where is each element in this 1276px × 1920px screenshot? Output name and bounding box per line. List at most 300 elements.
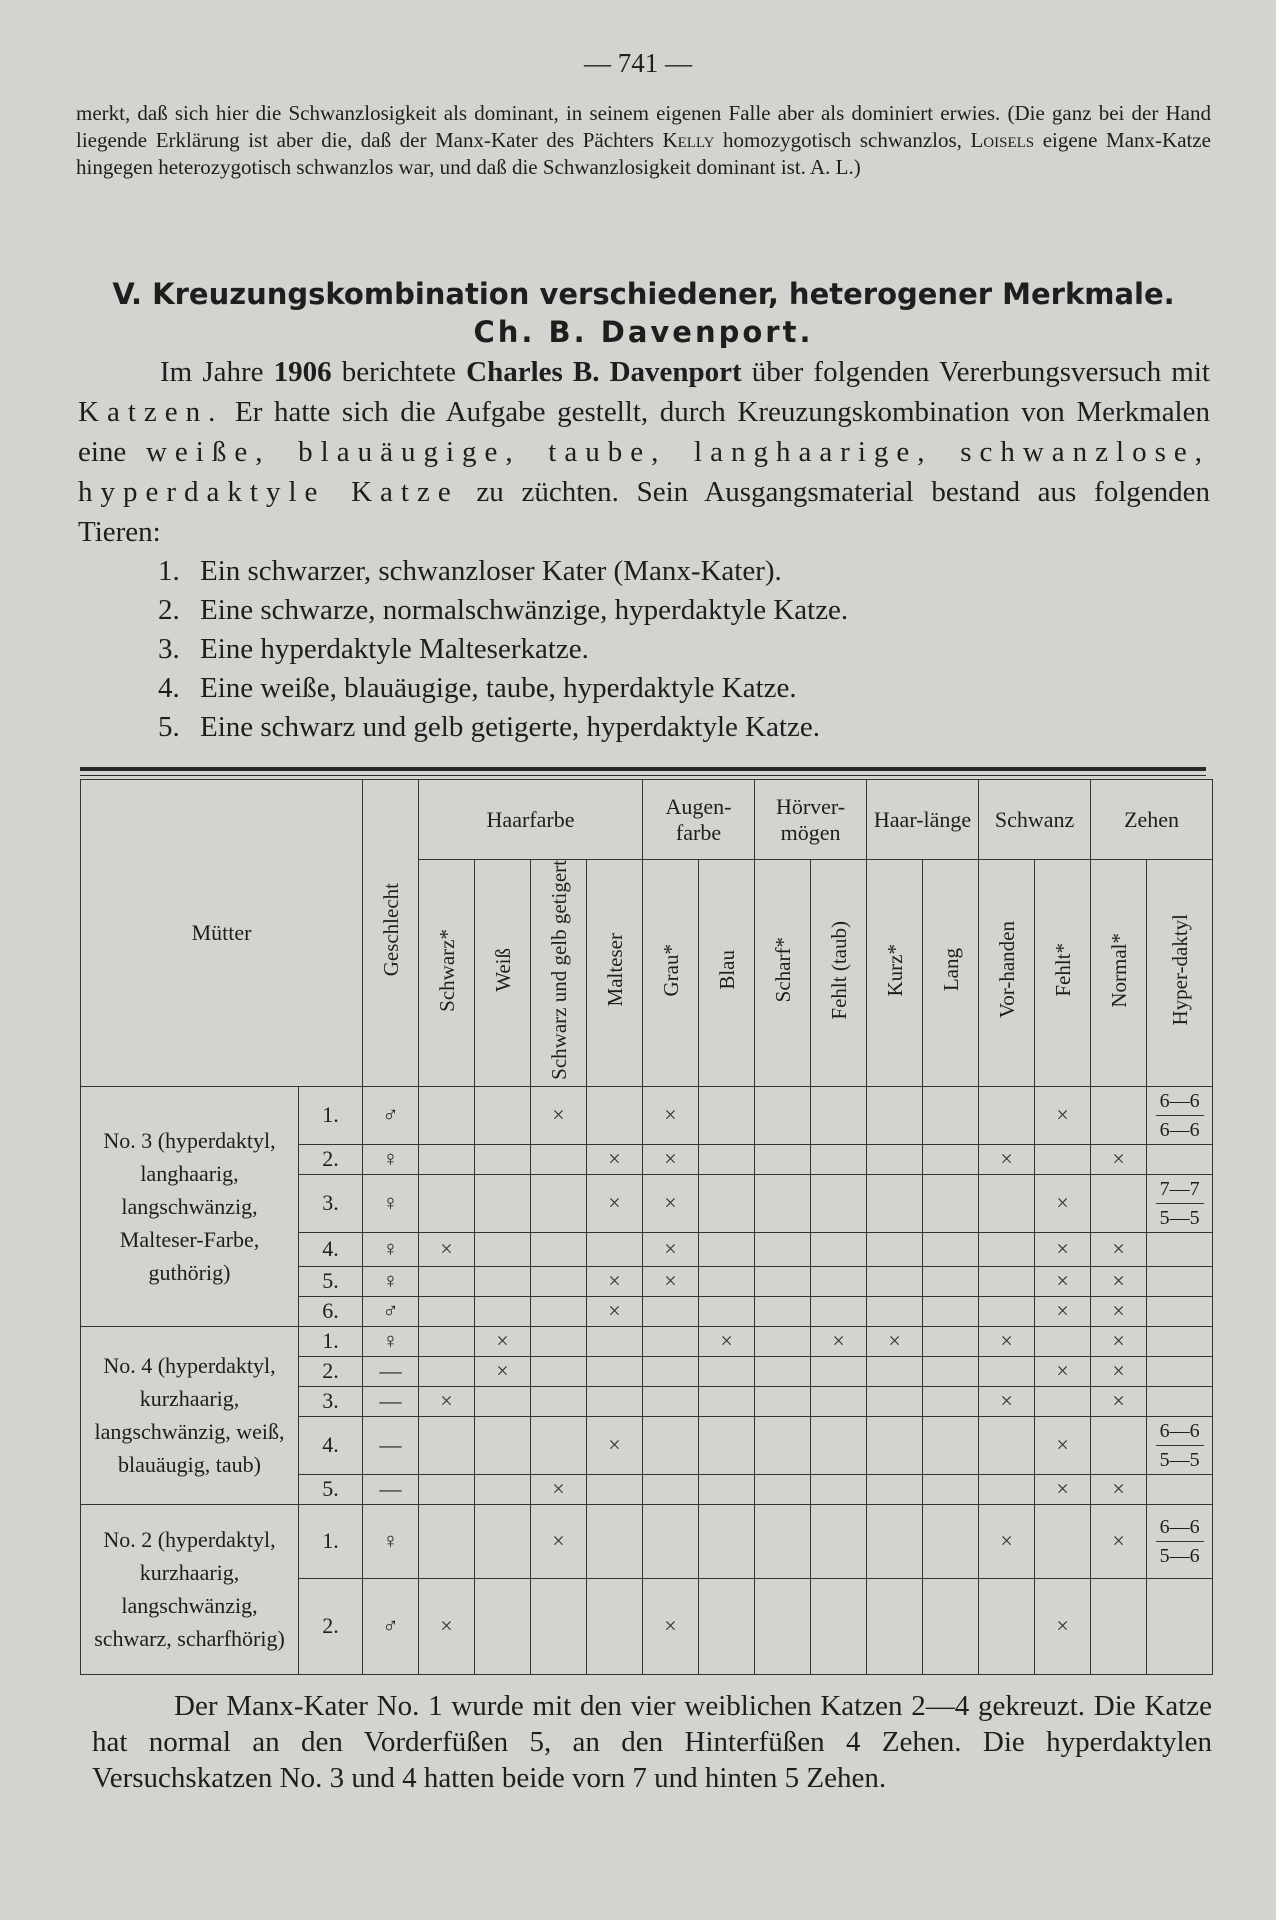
toes-cell [1147,1086,1213,1144]
trait-cell [475,1504,531,1578]
trait-cell [587,1356,643,1386]
column-header-label: Lang [938,948,963,992]
trait-cell [531,1578,587,1674]
body-goal: weiße, blauäugige, taube, langhaarige, schwanzlose, hyperdaktyle Katze [78,436,1210,508]
cross-mark: × [664,1268,677,1294]
trait-cell [643,1174,699,1232]
column-header [419,860,475,1087]
cross-mark: × [552,1528,565,1554]
trait-cell [811,1144,867,1174]
table-body [81,1086,1213,1674]
body-paragraph [78,352,1210,552]
column-header [531,860,587,1087]
trait-cell [923,1232,979,1266]
group-haarlaenge: Haar-länge [867,780,979,860]
sex-cell: ♂ [363,1086,419,1144]
toes-cell [1147,1266,1213,1296]
trait-cell [867,1578,923,1674]
trait-cell [1035,1474,1091,1504]
list-item [158,552,1210,591]
intro-name-kelly: Kelly [662,128,715,152]
offspring-number: 3. [299,1174,363,1232]
trait-cell [643,1386,699,1416]
list-text: Eine weiße, blauäugige, taube, hyperdaktyle Katze. [200,672,797,704]
intro-text-1: merkt, daß sich hier die Schwanzlosigkeit als dominant, in seinem eigenen Falle aber als dominiert erwies. (Die ganz bei der Hand liegende Erklärung ist aber die, daß der Manx-Kater des Pächters [76,101,1211,152]
column-header [643,860,699,1087]
trait-cell [755,1578,811,1674]
trait-cell [979,1386,1035,1416]
trait-cell [531,1144,587,1174]
trait-cell [755,1386,811,1416]
mothers-header: Mütter [81,780,363,1087]
cross-mark: × [1112,1358,1125,1384]
offspring-number: 6. [299,1296,363,1326]
trait-cell [811,1504,867,1578]
trait-cell [867,1144,923,1174]
trait-cell [531,1474,587,1504]
column-header-label: Weiß [490,948,515,992]
trait-cell [811,1356,867,1386]
trait-cell [643,1326,699,1356]
trait-cell [699,1296,755,1326]
trait-cell [811,1416,867,1474]
cross-mark: × [440,1613,453,1639]
cross-mark: × [1056,1236,1069,1262]
toes-cell [1147,1144,1213,1174]
trait-cell [419,1386,475,1416]
trait-cell [811,1296,867,1326]
body-text-b: berichtete [331,356,467,388]
cross-mark: × [1112,1236,1125,1262]
body-text-d: Er hatte sich die Aufgabe gestellt, durch Kreuzungskombination von Merkmalen eine [78,396,1210,468]
toes-cell [1147,1578,1213,1674]
trait-cell [699,1232,755,1266]
cross-mark: × [888,1328,901,1354]
list-text: Eine schwarze, normalschwänzige, hyperdaktyle Katze. [200,594,849,626]
column-header [755,860,811,1087]
trait-cell [419,1232,475,1266]
trait-cell [643,1474,699,1504]
cross-mark: × [608,1432,621,1458]
trait-cell [923,1386,979,1416]
trait-cell [867,1474,923,1504]
toes-front: 6—6 [1156,1087,1204,1116]
cross-mark: × [1000,1146,1013,1172]
trait-cell [643,1578,699,1674]
trait-cell [587,1416,643,1474]
toes-cell [1147,1474,1213,1504]
column-header [1147,860,1213,1087]
column-header-label: Schwarz und gelb getigert [546,860,571,1080]
trait-cell [923,1326,979,1356]
toes-hind: 5—6 [1159,1544,1200,1567]
sex-cell: — [363,1474,419,1504]
trait-cell [1091,1416,1147,1474]
trait-cell [923,1474,979,1504]
mother-cell: No. 4 (hyperdaktyl, kurzhaarig, langschwänzig, weiß, blauäugig, taub) [81,1326,299,1504]
offspring-number: 1. [299,1504,363,1578]
trait-cell [419,1578,475,1674]
trait-cell [1091,1266,1147,1296]
trait-cell [699,1144,755,1174]
list-item [158,708,1210,747]
body-text-e: zu züchten. Sein Ausgangsmaterial bestand aus folgenden Tieren: [78,476,1210,548]
trait-cell [699,1578,755,1674]
trait-cell [587,1144,643,1174]
offspring-number: 3. [299,1386,363,1416]
cross-mark: × [664,1102,677,1128]
trait-cell [587,1296,643,1326]
toes-cell [1147,1232,1213,1266]
trait-cell [475,1386,531,1416]
group-augenfarbe: Augen-farbe [643,780,755,860]
trait-cell [643,1416,699,1474]
cross-mark: × [1056,1432,1069,1458]
column-header-label: Fehlt* [1050,943,1075,997]
toes-cell [1147,1326,1213,1356]
trait-cell [1035,1386,1091,1416]
trait-cell [587,1474,643,1504]
cross-mark: × [720,1328,733,1354]
column-header-label: Blau [714,950,739,990]
cross-mark: × [1056,1268,1069,1294]
column-header-label: Normal* [1106,932,1131,1008]
trait-cell [1091,1474,1147,1504]
trait-cell [643,1296,699,1326]
list-text: Eine hyperdaktyle Malteserkatze. [200,633,589,665]
trait-cell [419,1416,475,1474]
page-number: — 741 — [584,48,692,78]
cross-mark: × [1000,1328,1013,1354]
trait-cell [419,1504,475,1578]
trait-cell [979,1266,1035,1296]
body-author-name: Charles B. Davenport [466,356,742,388]
trait-cell [1091,1326,1147,1356]
trait-cell [419,1356,475,1386]
trait-cell [867,1086,923,1144]
list-item [158,630,1210,669]
trait-cell [755,1266,811,1296]
cross-mark: × [1112,1298,1125,1324]
column-header [979,860,1035,1087]
column-header-label: Fehlt (taub) [826,920,851,1020]
toes-hind: 5—5 [1159,1206,1200,1229]
mother-cell: No. 2 (hyperdaktyl, kurzhaarig, langschwänzig, schwarz, scharfhörig) [81,1504,299,1674]
cross-mark: × [1112,1268,1125,1294]
trait-cell [531,1504,587,1578]
trait-cell [811,1326,867,1356]
trait-cell [1035,1416,1091,1474]
column-header-label: Hyper-daktyl [1167,914,1192,1026]
list-text: Ein schwarzer, schwanzloser Kater (Manx-Kater). [200,555,782,587]
offspring-number: 5. [299,1474,363,1504]
trait-cell [1035,1232,1091,1266]
trait-cell [531,1086,587,1144]
trait-cell [923,1356,979,1386]
trait-cell [811,1474,867,1504]
sex-cell: ♀ [363,1174,419,1232]
column-header-label: Malteser [602,933,627,1007]
cross-mark: × [664,1146,677,1172]
trait-cell [643,1504,699,1578]
trait-cell [979,1416,1035,1474]
sex-cell: ♀ [363,1266,419,1296]
trait-cell [531,1326,587,1356]
body-katzen: Katzen. [78,396,224,428]
trait-cell [811,1086,867,1144]
cross-mark: × [440,1388,453,1414]
cross-mark: × [664,1236,677,1262]
toes-front: 6—6 [1156,1417,1204,1446]
trait-cell [475,1474,531,1504]
trait-cell [475,1326,531,1356]
trait-cell [419,1266,475,1296]
offspring-number: 2. [299,1578,363,1674]
toes-front: 7—7 [1156,1175,1204,1204]
trait-cell [1091,1086,1147,1144]
cross-mark: × [1112,1328,1125,1354]
trait-cell [867,1326,923,1356]
table-row [81,1086,1213,1144]
trait-cell [923,1416,979,1474]
trait-cell [643,1232,699,1266]
trait-cell [979,1144,1035,1174]
trait-cell [475,1266,531,1296]
trait-cell [755,1144,811,1174]
sex-cell: ♀ [363,1232,419,1266]
trait-cell [643,1144,699,1174]
cross-mark: × [664,1190,677,1216]
trait-cell [475,1144,531,1174]
sex-cell: — [363,1356,419,1386]
sex-header-label: Geschlecht [378,883,403,977]
trait-cell [979,1174,1035,1232]
trait-cell [867,1386,923,1416]
trait-cell [923,1144,979,1174]
trait-cell [419,1144,475,1174]
trait-cell [1091,1174,1147,1232]
trait-cell [587,1174,643,1232]
trait-cell [1035,1504,1091,1578]
column-header [811,860,867,1087]
mother-cell: No. 3 (hyperdaktyl, langhaarig, langschwänzig, Malteser-Farbe, guthörig) [81,1086,299,1326]
column-header [923,860,979,1087]
cross-mark: × [832,1328,845,1354]
trait-cell [923,1296,979,1326]
trait-cell [867,1356,923,1386]
trait-cell [1091,1578,1147,1674]
column-header [699,860,755,1087]
trait-cell [699,1416,755,1474]
offspring-number: 5. [299,1266,363,1296]
trait-cell [1035,1356,1091,1386]
list-number: 1. [158,555,180,587]
trait-cell [923,1174,979,1232]
sex-cell: ♀ [363,1144,419,1174]
trait-cell [923,1504,979,1578]
trait-cell [979,1356,1035,1386]
group-zehen: Zehen [1091,780,1213,860]
trait-cell [699,1474,755,1504]
cross-mark: × [608,1190,621,1216]
offspring-number: 2. [299,1356,363,1386]
trait-cell [755,1474,811,1504]
trait-cell [531,1174,587,1232]
trait-cell [587,1504,643,1578]
trait-cell [979,1086,1035,1144]
trait-cell [475,1416,531,1474]
trait-cell [475,1356,531,1386]
body-text-a: Im Jahre [160,356,274,388]
trait-cell [867,1232,923,1266]
body-text-c: über folgenden Vererbungsversuch mit [741,356,1210,388]
trait-cell [1091,1504,1147,1578]
cross-mark: × [608,1146,621,1172]
cross-mark: × [1056,1613,1069,1639]
sex-cell: ♀ [363,1504,419,1578]
column-header [1091,860,1147,1087]
trait-cell [1091,1296,1147,1326]
cross-mark: × [608,1268,621,1294]
trait-cell [587,1326,643,1356]
trait-cell [587,1086,643,1144]
toes-cell [1147,1296,1213,1326]
trait-cell [755,1326,811,1356]
trait-cell [643,1356,699,1386]
toes-cell [1147,1386,1213,1416]
trait-cell [1035,1326,1091,1356]
column-header [587,860,643,1087]
trait-cell [587,1232,643,1266]
trait-cell [699,1266,755,1296]
trait-cell [475,1578,531,1674]
trait-cell [979,1296,1035,1326]
trait-cell [531,1356,587,1386]
table-top-rule-thin [80,775,1206,776]
sex-cell: ♀ [363,1326,419,1356]
trait-cell [867,1296,923,1326]
trait-cell [755,1504,811,1578]
table-row [81,1504,1213,1578]
cross-mark: × [1056,1298,1069,1324]
toes-cell [1147,1356,1213,1386]
cross-mark: × [440,1236,453,1262]
trait-cell [531,1266,587,1296]
list-number: 3. [158,633,180,665]
trait-cell [419,1326,475,1356]
trait-cell [587,1578,643,1674]
toes-cell [1147,1174,1213,1232]
intro-text-2: homozygotisch schwanzlos, [714,128,971,152]
trait-cell [979,1326,1035,1356]
column-header-label: Scharf* [770,937,795,1003]
trait-cell [979,1232,1035,1266]
trait-cell [811,1578,867,1674]
trait-cell [531,1296,587,1326]
trait-cell [1035,1174,1091,1232]
toes-hind: 6—6 [1159,1118,1200,1141]
trait-cell [755,1086,811,1144]
footer-paragraph [92,1688,1212,1796]
list-number: 5. [158,711,180,743]
cross-mark: × [1000,1528,1013,1554]
trait-cell [811,1386,867,1416]
trait-cell [1091,1144,1147,1174]
trait-cell [419,1296,475,1326]
trait-cell [531,1386,587,1416]
trait-cell [475,1296,531,1326]
trait-cell [475,1174,531,1232]
intro-text-3: eigene Manx-Katze hingegen heterozygotisch schwanzlos war, und daß die Schwanzlosigkeit dominant ist. A. L.) [76,128,1211,179]
cross-mark: × [1000,1388,1013,1414]
offspring-number: 1. [299,1326,363,1356]
trait-cell [1035,1266,1091,1296]
body-year: 1906 [273,356,332,388]
sex-cell: — [363,1386,419,1416]
cross-mark: × [1112,1388,1125,1414]
trait-cell [475,1086,531,1144]
trait-cell [475,1232,531,1266]
trait-cell [699,1086,755,1144]
cross-mark: × [1056,1476,1069,1502]
cross-mark: × [1112,1476,1125,1502]
group-hoervermoegen: Hörver-mögen [755,780,867,860]
trait-cell [811,1266,867,1296]
toes-hind: 5—5 [1159,1448,1200,1471]
toes-front: 6—6 [1156,1513,1204,1542]
trait-cell [419,1474,475,1504]
group-haarfarbe: Haarfarbe [419,780,643,860]
cross-mark: × [1112,1528,1125,1554]
trait-cell [867,1266,923,1296]
trait-cell [867,1416,923,1474]
trait-cell [755,1356,811,1386]
footer-text: Der Manx-Kater No. 1 wurde mit den vier weiblichen Katzen 2—4 gekreuzt. Die Katze hat normal an den Vorderfüßen 5, an den Hinterfüßen 4 Zehen. Die hyperdaktylen Versuchskatzen No. 3 und 4 hatten beide vorn 7 und hinten 5 Zehen. [92,1690,1212,1794]
trait-cell [419,1086,475,1144]
trait-cell [1035,1086,1091,1144]
trait-cell [1091,1356,1147,1386]
trait-cell [979,1504,1035,1578]
list-text: Eine schwarz und gelb getigerte, hyperdaktyle Katze. [200,711,821,743]
list-number: 2. [158,594,180,626]
trait-cell [811,1232,867,1266]
cross-mark: × [1056,1358,1069,1384]
offspring-number: 2. [299,1144,363,1174]
section-title: V. Kreuzungskombination verschiedener, heterogener Merkmale. [112,277,1175,311]
trait-cell [699,1326,755,1356]
sex-header [363,780,419,1087]
column-header [1035,860,1091,1087]
cross-mark: × [552,1476,565,1502]
trait-cell [643,1086,699,1144]
offspring-number: 4. [299,1416,363,1474]
trait-cell [1035,1296,1091,1326]
cross-mark: × [552,1102,565,1128]
animal-list [78,552,1210,747]
intro-name-loisel: Loisels [970,128,1035,152]
trait-cell [923,1086,979,1144]
cross-mark: × [496,1328,509,1354]
table-top-rule [80,767,1206,771]
cross-mark: × [1056,1102,1069,1128]
table-row [81,1326,1213,1356]
trait-cell [587,1386,643,1416]
offspring-number: 4. [299,1232,363,1266]
column-header-label: Kurz* [882,943,907,997]
column-header [475,860,531,1087]
trait-cell [755,1174,811,1232]
cross-mark: × [496,1358,509,1384]
